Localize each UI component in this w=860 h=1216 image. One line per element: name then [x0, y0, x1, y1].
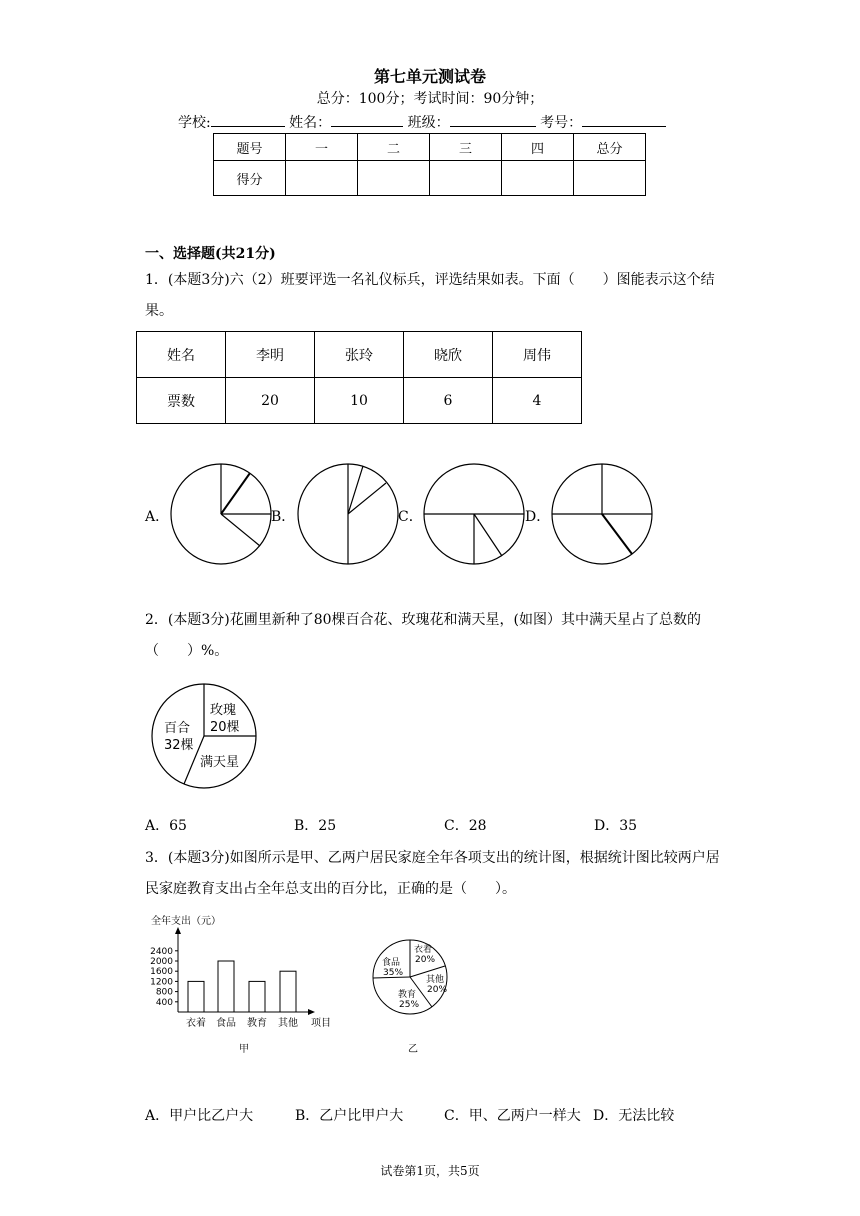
exam-subtitle: 总分：100分；考试时间：90分钟； — [316, 91, 544, 107]
pie-radius — [602, 514, 632, 554]
lily-count: 32棵 — [164, 738, 194, 753]
pie-slice-pct: 20% — [427, 985, 448, 995]
pie-slice-label: 食品 — [382, 958, 401, 968]
score-cell — [358, 161, 430, 196]
pie-radius — [348, 466, 363, 514]
x-category-label: 其他 — [278, 1018, 298, 1029]
score-header-cell: 一 — [286, 134, 358, 161]
score-cell — [502, 161, 574, 196]
student-info-line — [178, 112, 666, 132]
q3-bar-chart — [145, 912, 345, 1060]
score-header-cell: 总分 — [574, 134, 646, 161]
name-label: 姓名： — [289, 115, 332, 131]
rose-label: 玫瑰 — [210, 703, 237, 718]
q2-option-d: D．35 — [594, 818, 638, 834]
star-label: 满天星 — [200, 755, 240, 770]
score-header-cell: 三 — [430, 134, 502, 161]
vote-count-cell: 10 — [315, 378, 404, 424]
pie-slice-label: 其他 — [426, 975, 445, 985]
rose-count: 20棵 — [210, 720, 240, 735]
vote-header-cell: 李明 — [226, 332, 315, 378]
class-blank — [450, 112, 536, 127]
q2-option-b: B．25 — [294, 818, 337, 834]
pie-slice-label: 教育 — [398, 990, 417, 1000]
q3-pie-chart — [368, 938, 458, 1056]
y-tick-label: 1600 — [150, 967, 173, 978]
score-row-label: 得分 — [214, 161, 286, 196]
pie-radius — [348, 483, 386, 514]
q1-option-d-label: D． — [525, 509, 551, 525]
x-category-label: 衣着 — [186, 1018, 206, 1029]
q2-option-c: C．28 — [444, 818, 487, 834]
school-blank — [211, 112, 285, 127]
y-tick-label: 800 — [155, 987, 173, 998]
score-cell — [574, 161, 646, 196]
score-cell — [286, 161, 358, 196]
pie-radius — [221, 514, 260, 546]
exam-number-label: 考号： — [540, 115, 583, 131]
bar-教育 — [249, 981, 265, 1012]
question-2-text: 2．(本题3分)花圃里新种了80棵百合花、玫瑰花和满天星，(如图）其中满天星占了总数的（ ）%。 — [145, 612, 702, 659]
q1-option-b-label: B． — [271, 509, 296, 525]
vote-count-cell: 4 — [493, 378, 582, 424]
page-footer: 试卷第1页，共5页 — [380, 1164, 480, 1178]
question-3-text: 3．(本题3分)如图所示是甲、乙两户居民家庭全年各项支出的统计图，根据统计图比较两户居民家庭教育支出占全年总支出的百分比，正确的是（ ）。 — [145, 850, 720, 897]
score-header-cell: 四 — [502, 134, 574, 161]
page-title: 第七单元测试卷 — [373, 67, 486, 86]
vote-table — [136, 331, 582, 424]
x-category-label: 教育 — [247, 1018, 267, 1029]
q3-option-a: A．甲户比乙户大 — [145, 1108, 254, 1124]
score-header-cell: 二 — [358, 134, 430, 161]
name-blank — [331, 112, 403, 127]
bar-chart-ylabel: 全年支出（元） — [151, 916, 221, 927]
bar-chart-xlabel: 项目 — [311, 1018, 331, 1029]
pie-slice-pct: 25% — [399, 1000, 420, 1010]
bar-食品 — [218, 961, 234, 1012]
score-cell — [430, 161, 502, 196]
q1-pie-option-b — [296, 463, 406, 567]
y-tick-label: 400 — [155, 997, 173, 1008]
y-axis-arrow — [175, 927, 181, 934]
vote-count-cell: 6 — [404, 378, 493, 424]
q1-pie-option-d — [550, 463, 660, 567]
x-category-label: 食品 — [216, 1018, 236, 1029]
vote-header-cell: 晓欣 — [404, 332, 493, 378]
score-header-cell: 题号 — [214, 134, 286, 161]
pie-chart-caption: 乙 — [408, 1044, 418, 1055]
q1-option-c-label: C． — [398, 509, 423, 525]
lily-label: 百合 — [164, 721, 191, 736]
q1-option-a-label: A． — [145, 509, 170, 525]
score-table — [213, 133, 646, 196]
x-axis-arrow — [308, 1009, 315, 1015]
bar-chart-caption: 甲 — [239, 1044, 249, 1055]
vote-header-cell: 张玲 — [315, 332, 404, 378]
q2-option-a: A．65 — [145, 818, 187, 834]
q1-pie-option-c — [423, 463, 533, 567]
pie-slice-pct: 20% — [415, 955, 436, 965]
pie-slice-pct: 35% — [383, 968, 404, 978]
y-tick-label: 2400 — [150, 946, 173, 957]
pie-radius — [221, 473, 250, 514]
y-tick-label: 1200 — [150, 977, 173, 988]
exam-number-blank — [582, 112, 666, 127]
pie-slice-label: 衣着 — [414, 945, 433, 955]
school-label: 学校: — [178, 115, 211, 131]
q3-option-d: D．无法比较 — [593, 1108, 675, 1124]
vote-count-cell: 20 — [226, 378, 315, 424]
bar-衣着 — [188, 981, 204, 1012]
vote-row-label: 票数 — [137, 378, 226, 424]
bar-其他 — [280, 971, 296, 1012]
section-heading: 一、选择题(共21分) — [145, 246, 276, 262]
y-tick-label: 2000 — [150, 957, 173, 967]
class-label: 班级： — [407, 115, 450, 131]
q1-pie-option-a — [168, 463, 278, 567]
q3-option-b: B．乙户比甲户大 — [295, 1108, 404, 1124]
question-1-text: 1．(本题3分)六（2）班要评选一名礼仪标兵，评选结果如表。下面（ ）图能表示这个结果。 — [145, 272, 715, 319]
pie-radius — [474, 514, 502, 556]
q2-flower-pie — [150, 682, 258, 790]
vote-header-cell: 姓名 — [137, 332, 226, 378]
q3-option-c: C．甲、乙两户一样大 — [444, 1108, 581, 1124]
vote-header-cell: 周伟 — [493, 332, 582, 378]
